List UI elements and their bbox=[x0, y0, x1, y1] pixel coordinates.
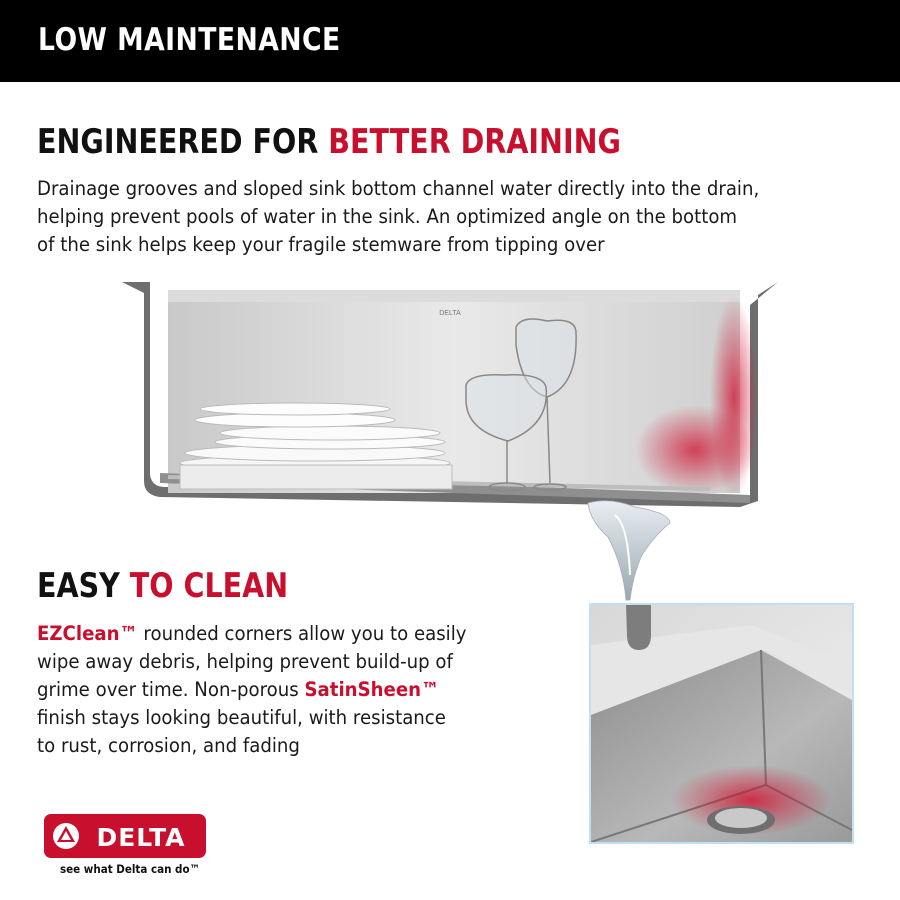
delta-logo bbox=[44, 814, 206, 858]
clean-line-1: EZClean™ rounded corners allow you to easily bbox=[37, 622, 467, 645]
logo-wordmark: DELTA bbox=[96, 823, 186, 852]
clean-heading bbox=[37, 566, 288, 606]
clean-line-2: wipe away debris, helping prevent build-up of bbox=[37, 650, 453, 673]
drain-heading-highlight: BETTER DRAINING bbox=[328, 122, 621, 162]
header-bar bbox=[0, 0, 900, 82]
satinsheen-brand: SatinSheen™ bbox=[304, 678, 440, 701]
sink-brand-mark: DELTA bbox=[439, 310, 461, 317]
drain-description bbox=[37, 175, 809, 259]
sink-corner-photo bbox=[589, 603, 854, 844]
clean-heading-highlight: TO CLEAN bbox=[129, 566, 289, 606]
logo-tagline: see what Delta can do™ bbox=[60, 862, 200, 876]
clean-heading-prefix: EASY bbox=[37, 566, 130, 606]
sink-illustration bbox=[110, 275, 790, 605]
clean-line-3: grime over time. Non-porous SatinSheen™ bbox=[37, 678, 440, 701]
header-title: LOW MAINTENANCE bbox=[38, 22, 341, 58]
drain-heading-prefix: ENGINEERED FOR bbox=[37, 122, 329, 162]
drain-icon bbox=[715, 808, 767, 828]
drain-line-3: of the sink helps keep your fragile stemware from tipping over bbox=[37, 233, 605, 256]
clean-line-5: to rust, corrosion, and fading bbox=[37, 734, 300, 757]
drain-line-2: helping prevent pools of water in the sink. An optimized angle on the bottom bbox=[37, 205, 738, 228]
drain-heading bbox=[37, 122, 621, 162]
clean-line-4: finish stays looking beautiful, with resistance bbox=[37, 706, 446, 729]
faucet-icon bbox=[626, 605, 651, 650]
water-splash-icon bbox=[588, 501, 670, 600]
drain-line-1: Drainage grooves and sloped sink bottom channel water directly into the drain, bbox=[37, 177, 760, 200]
clean-description bbox=[37, 620, 493, 760]
ezclean-brand: EZClean™ bbox=[37, 622, 138, 645]
